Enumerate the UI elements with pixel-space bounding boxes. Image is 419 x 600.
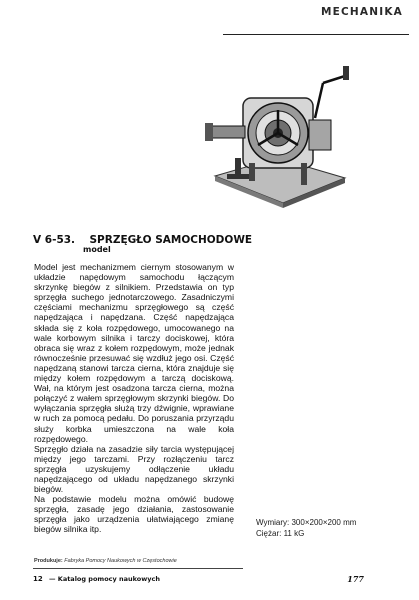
specs (256, 517, 356, 539)
weight: Ciężar: 11 kG (256, 529, 305, 538)
description-paragraph-1: Model jest mechanizmem ciernym stosowanym w układzie napędowym samochodu łączącym skrzynkę biegów z silnikiem. Przedstawia on typ sprzęgła suchego jednotarczowego. Zasadniczymi częściami mechanizmu sprzęgłowego są część napędzająca i napędzana. Część napędzająca składa się z koła rozpędowego, umocowanego na wale korbowym silnika i tarczy dociskowej, która obraca się wraz z kołem rozpędowym, może jednak równocześnie przesuwać się wzdłuż jego osi. Część napędzaną stanowi tarcza cierna, która znajduje się między kołem rozpędowym a tarczą dociskową. Wał, na którym jest osadzona tarcza cierna, można połączyć z wałem sprzęgłowym skrzynki biegów. Do wyłączania sprzęgła służą trzy dźwignie, wprawiane w ruch za pomocą pedału. Do poruszania przyrządu służy korbka umieszczona na wale koła rozpędowego. (34, 262, 234, 444)
dimensions: Wymiary: 300×200×200 mm (256, 518, 357, 527)
left-page-number: 12 (33, 575, 43, 583)
producer-line (34, 558, 177, 564)
producer-label: Produkuje: (34, 558, 63, 564)
clutch-model-illustration (205, 58, 355, 208)
description-paragraph-2: Sprzęgło działa na zasadzie siły tarcia występującej między jego tarczami. Przy rozłączeniu tarcz sprzęgła uzyskujemy odłączenie układu napędzającego od układu napędzanego skrzynki biegów. (34, 443, 234, 495)
description-paragraph-3: Na podstawie modelu można omówić budowę sprzęgła, zasadę jego działania, zastosowanie sprzęgła jako urządzenia ułatwiającego zmianę biegów silnika itp. (34, 494, 234, 535)
footer-rule (33, 568, 243, 569)
footer-left (33, 575, 160, 583)
producer-name: Fabryka Pomocy Naukowych w Częstochowie (64, 558, 177, 564)
catalog-title: — Katalog pomocy naukowych (49, 575, 160, 583)
header-rule (223, 34, 409, 35)
section-header: MECHANIKA (321, 6, 403, 18)
catalog-number: V 6-53. (33, 234, 76, 246)
product-title: SPRZĘGŁO SAMOCHODOWE (89, 234, 253, 246)
product-subtitle: model (83, 245, 111, 254)
description (34, 262, 234, 535)
right-page-number: 177 (347, 574, 364, 584)
